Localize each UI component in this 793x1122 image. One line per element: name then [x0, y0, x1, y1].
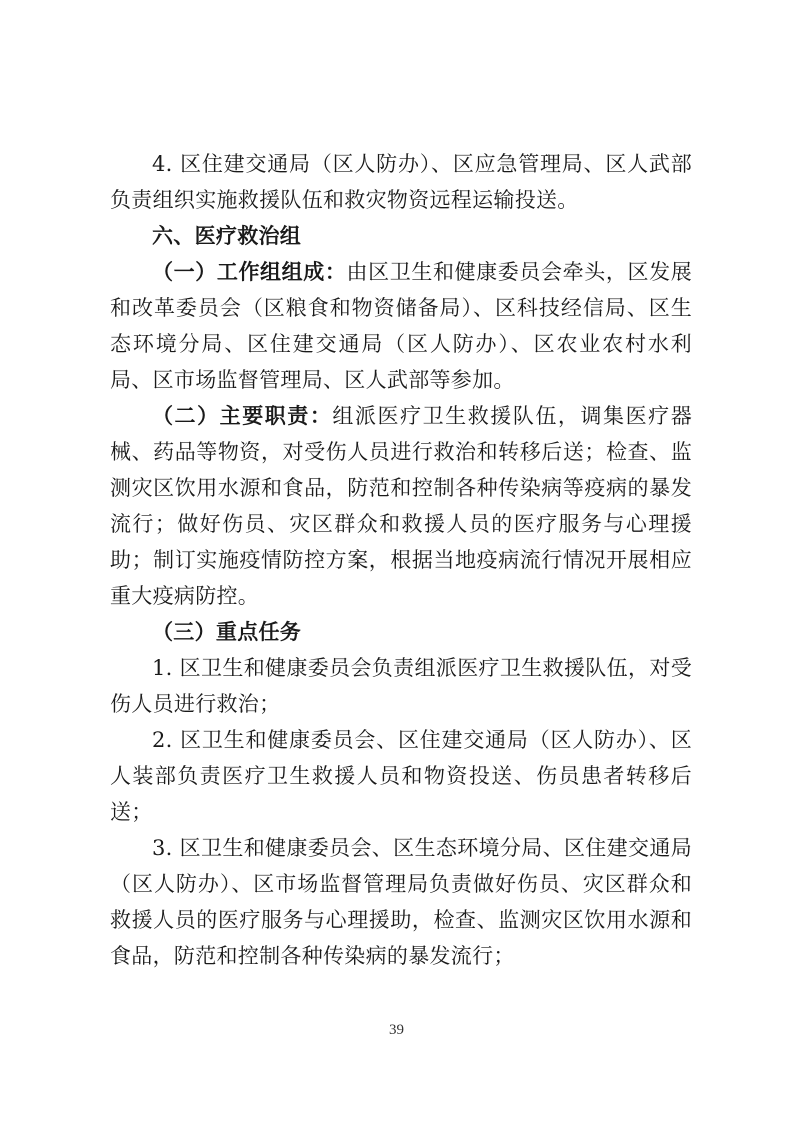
subheading-composition: （一）工作组组成：	[152, 259, 347, 284]
paragraph-key-tasks	[110, 614, 692, 650]
document-body	[110, 146, 692, 974]
paragraph-task-2: 2. 区卫生和健康委员会、区住建交通局（区人防办）、区人装部负责医疗卫生救援人员和物资投送、伤员患者转移后送；	[110, 728, 692, 824]
responsibilities-text: 组派医疗卫生救援队伍，调集医疗器械、药品等物资，对受伤人员进行救治和转移后送；检查、监测灾区饮用水源和食品，防范和控制各种传染病等疫病的暴发流行；做好伤员、灾区群众和救援人员的医疗服务与心理援助；制订实施疫情防控方案，根据当地疫病流行情况开展相应重大疫病防控。	[110, 404, 692, 608]
paragraph-task-1: 1. 区卫生和健康委员会负责组派医疗卫生救援队伍，对受伤人员进行救治；	[110, 656, 692, 716]
section-heading-medical-group: 六、医疗救治组	[152, 223, 302, 248]
subheading-responsibilities: （二）主要职责：	[152, 403, 333, 428]
composition-text: 由区卫生和健康委员会牵头，区发展和改革委员会（区粮食和物资储备局）、区科技经信局、区生态环境分局、区住建交通局（区人防办）、区农业农村水利局、区市场监督管理局、区人武部等参加。	[110, 260, 692, 392]
paragraph-task-3: 3. 区卫生和健康委员会、区生态环境分局、区住建交通局（区人防办）、区市场监督管理局负责做好伤员、灾区群众和救援人员的医疗服务与心理援助，检查、监测灾区饮用水源和食品，防范和控制各种传染病的暴发流行；	[110, 836, 692, 968]
paragraph-item-4: 4. 区住建交通局（区人防办）、区应急管理局、区人武部负责组织实施救援队伍和救灾物资远程运输投送。	[110, 152, 692, 212]
paragraph-responsibilities	[110, 398, 692, 614]
paragraph-composition	[110, 254, 692, 398]
page-number: 39	[389, 1022, 404, 1038]
subheading-key-tasks: （三）重点任务	[152, 619, 302, 644]
